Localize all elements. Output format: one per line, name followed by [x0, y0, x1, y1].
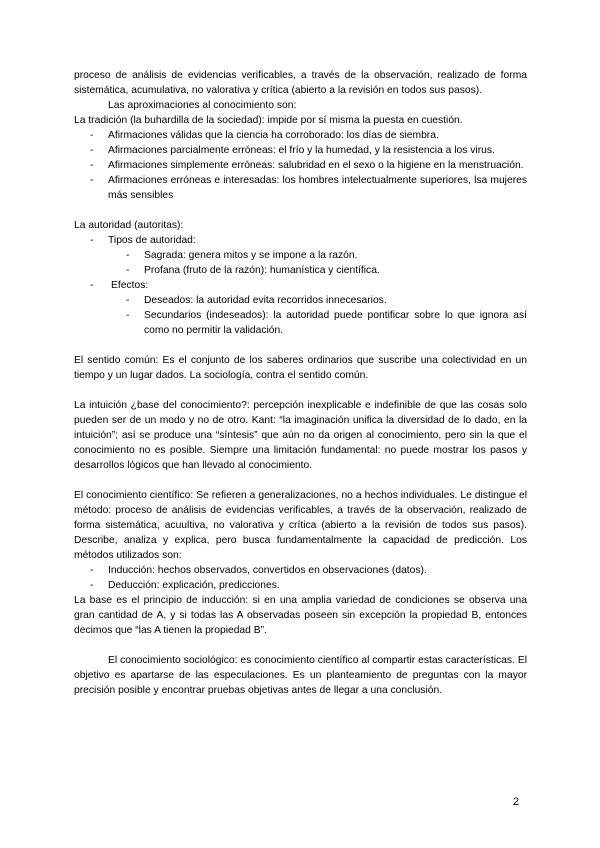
list-item: - Deseados: la autoridad evita recorridos innecesarios.	[74, 293, 527, 308]
document-body	[74, 68, 527, 698]
sociological-paragraph: El conocimiento sociológico: es conocimiento científico al compartir estas características. El objetivo es apartarse de las especulaciones. Es un planteamiento de preguntas con la mayor precisión posible y encontrar pruebas objetivas antes de llegar a una conclusión.	[74, 655, 527, 696]
tradition-title: La tradición (la buhardilla de la sociedad): impide por sí misma la puesta en cuestión.	[74, 115, 463, 126]
tradition-list	[74, 128, 527, 203]
induction-paragraph: La base es el principio de inducción: si en una amplia variedad de condiciones se observa una gran cantidad de A, y si todas las A observadas poseen sin excepción la propiedad B, entonces decimos que “las A tienen la propiedad B”.	[74, 595, 527, 636]
authority-title: La autoridad (autoritas):	[74, 220, 184, 231]
approaches-heading: Las aproximaciones al conocimiento son:	[108, 100, 297, 111]
list-item: - Afirmaciones válidas que la ciencia ha corroborado: los días de siembra.	[74, 128, 527, 143]
list-item: - Inducción: hechos observados, convertidos en observaciones (datos).	[74, 563, 527, 578]
authority-effects-label: - Efectos:	[74, 278, 527, 293]
page-number: 2	[513, 796, 520, 808]
scientific-paragraph: El conocimiento científico: Se refieren a generalizaciones, no a hechos individuales. Le distingue el método: proceso de análisis de evidencias verificables, a través de la observación, realizado de forma sistemática, acuultiva, no valorativa y crítica (abierto a la revisión de todos sus pasos). Describe, analiza y explica, pero busca fundamentalmente la capacidad de predicción. Los métodos utilizados son:	[74, 490, 527, 561]
authority-list	[74, 233, 527, 338]
list-item: - Secundarios (indeseados): la autoridad puede pontificar sobre lo que ignora así como no permitir la validación.	[74, 308, 527, 338]
list-item: - Afirmaciones simplemente erróneas: salubridad en el sexo o la higiene en la menstruación.	[74, 158, 527, 173]
list-item: - Profana (fruto de la razón): humanística y científica.	[74, 263, 527, 278]
methods-list	[74, 563, 527, 593]
list-item: - Afirmaciones parcialmente erróneas: el frío y la humedad, y la resistencia a los virus.	[74, 143, 527, 158]
list-item: - Afirmaciones erróneas e interesadas: los hombres intelectualmente superiores, lsa mujeres más sensibles	[74, 173, 527, 203]
list-item: - Sagrada: genera mitos y se impone a la razón.	[74, 248, 527, 263]
common-sense-paragraph: El sentido común: Es el conjunto de los saberes ordinarios que suscribe una colectividad en un tiempo y un lugar dados. La sociología, contra el sentido común.	[74, 355, 527, 381]
intro-paragraph: proceso de análisis de evidencias verificables, a través de la observación, realizado de forma sistemática, acumulativa, no valorativa y crítica (abierto a la revisión en todos sus pasos).	[74, 70, 527, 96]
list-item: - Deducción: explicación, predicciones.	[74, 578, 527, 593]
authority-types-label: - Tipos de autoridad:	[74, 233, 527, 248]
intuition-paragraph: La intuición ¿base del conocimiento?: percepción inexplicable e indefinible de que las cosas solo pueden ser de un modo y no de otro. Kant: “la imaginación unifica la diversidad de lo dado, en la intuición”; así se produce una “síntesis” que aún no da origen al conocimiento, pero sin la que el conocimiento no es posible. Siempre una limitación fundamental: no puede mostrar los pasos y desarrollos lógicos que han llevado al conocimiento.	[74, 400, 527, 471]
